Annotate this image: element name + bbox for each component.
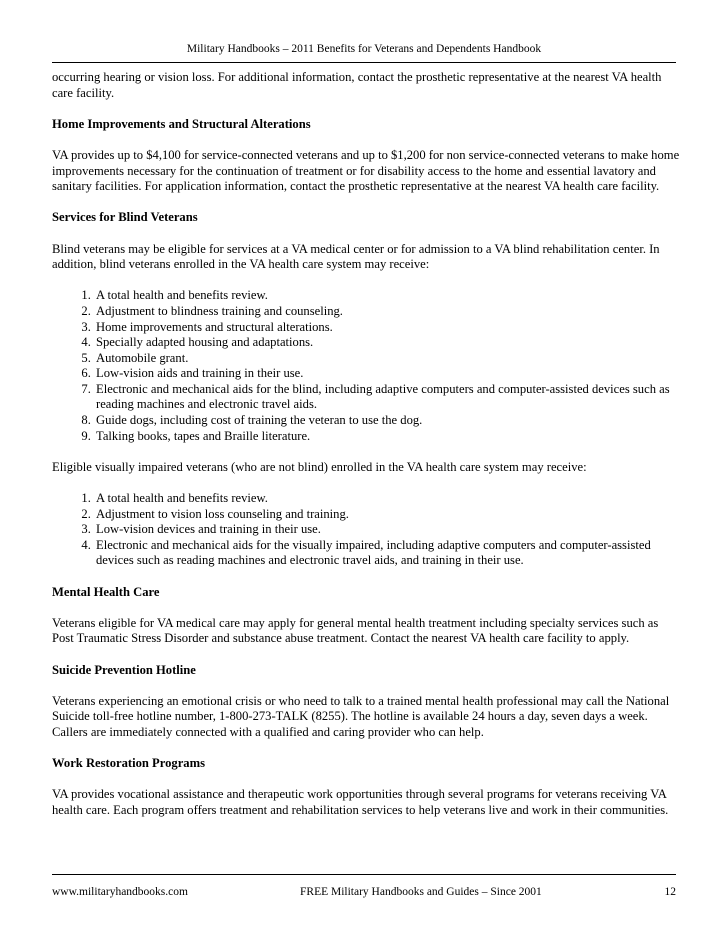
list-item: 6. Low-vision aids and training in their use. xyxy=(94,366,680,382)
list-item: 3. Home improvements and structural alterations. xyxy=(94,320,680,336)
blind-services-list xyxy=(52,288,680,444)
blind-services-heading: Services for Blind Veterans xyxy=(52,210,198,225)
home-improvements-body: VA provides up to $4,100 for service-connected veterans and up to $1,200 for non service-connected veterans to make home improvements necessary for the continuation of treatment or for disability access to the home and essential lavatory and sanitary facilities. For application information, contact the prosthetic representative at the nearest VA health care facility. xyxy=(52,147,680,194)
blind-services-body: Blind veterans may be eligible for services at a VA medical center or for admission to a VA blind rehabilitation center. In addition, blind veterans enrolled in the VA health care system may receive: xyxy=(52,241,660,272)
list-item: 1. A total health and benefits review. xyxy=(94,288,680,304)
page-number: 12 xyxy=(664,886,676,898)
page-footer xyxy=(52,885,676,899)
work-restoration-body: VA provides vocational assistance and therapeutic work opportunities through several programs for veterans receiving VA health care. Each program offers treatment and rehabilitation services to help veterans live and work in their communities. xyxy=(52,787,669,817)
home-improvements-heading: Home Improvements and Structural Alterations xyxy=(52,116,311,131)
list-item: 7. Electronic and mechanical aids for the blind, including adaptive computers and computer-assisted devices such as reading machines and electronic travel aids. xyxy=(94,382,680,413)
list-item: 4. Electronic and mechanical aids for the visually impaired, including adaptive computers and computer-assisted devices such as reading machines and electronic travel aids, and training in their use. xyxy=(94,538,680,569)
list-item: 3. Low-vision devices and training in their use. xyxy=(94,522,680,538)
suicide-hotline-heading: Suicide Prevention Hotline xyxy=(52,662,196,677)
list-item: 2. Adjustment to blindness training and counseling. xyxy=(94,304,680,320)
intro-continued-text: occurring hearing or vision loss. For additional information, contact the prosthetic representative at the nearest VA health care facility. xyxy=(52,70,662,100)
footer-tagline: FREE Military Handbooks and Guides – Since 2001 xyxy=(300,886,542,898)
mental-health-body: Veterans eligible for VA medical care may apply for general mental health treatment including specialty services such as Post Traumatic Stress Disorder and substance abuse treatment. Contact the nearest VA health care facility to apply. xyxy=(52,615,659,646)
visually-impaired-list xyxy=(52,491,680,569)
list-item: 1. A total health and benefits review. xyxy=(94,491,680,507)
list-item: 8. Guide dogs, including cost of training the veteran to use the dog. xyxy=(94,413,680,429)
mental-health-heading: Mental Health Care xyxy=(52,584,160,599)
list-item: 4. Specially adapted housing and adaptations. xyxy=(94,335,680,351)
list-item: 5. Automobile grant. xyxy=(94,351,680,367)
header-divider xyxy=(52,62,676,63)
visually-impaired-body: Eligible visually impaired veterans (who are not blind) enrolled in the VA health care system may receive: xyxy=(52,459,587,474)
footer-divider xyxy=(52,874,676,875)
footer-website: www.militaryhandbooks.com xyxy=(52,886,188,898)
running-header: Military Handbooks – 2011 Benefits for Veterans and Dependents Handbook xyxy=(186,43,542,55)
list-item: 2. Adjustment to vision loss counseling and training. xyxy=(94,507,680,523)
page-content xyxy=(52,70,680,834)
list-item: 9. Talking books, tapes and Braille literature. xyxy=(94,429,680,445)
suicide-hotline-body: Veterans experiencing an emotional crisis or who need to talk to a trained mental health professional may call the National Suicide toll-free hotline number, 1-800-273-TALK (8255). The hotline is available 24 hours a day, seven days a week. Callers are immediately connected with a qualified and caring provider who can help. xyxy=(52,693,670,739)
work-restoration-heading: Work Restoration Programs xyxy=(52,756,205,771)
